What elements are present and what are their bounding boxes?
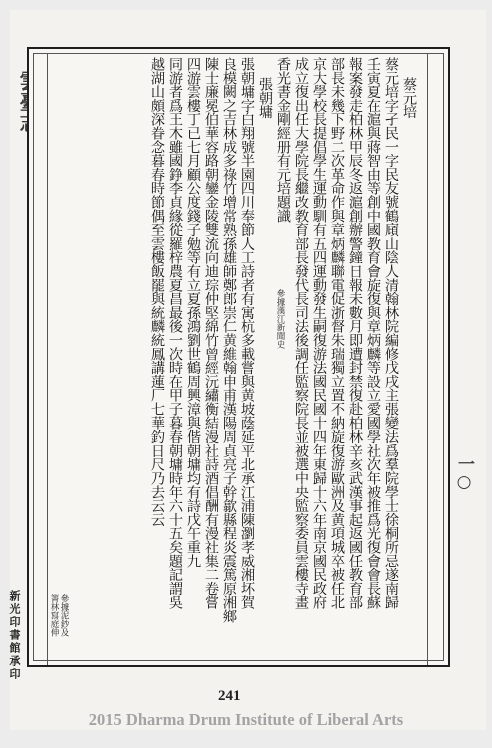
text-column: 報案發走柏林甲辰冬返滬創辦警鐘日報未數月即遭封禁復赴柏林辛亥武漢事起返國任教育部 [347,57,363,610]
text-column: 部長未幾下野二次革命作與章炳麟聯電促浙督朱瑞獨立置不納旋復游歐洲及黄項城卒被任北 [329,57,345,610]
text-column: 蔡元培 [401,77,417,119]
column-divider [427,53,428,665]
publisher-imprint: 新光印書館承印 [8,590,21,681]
text-column: 越湖山頗深眷念暮春時節偶至雲樓飯罷與統麟統鳳講蓮厂七華釣日尺乃去云云 [149,57,165,527]
side-fragment: 一○ [454,455,474,492]
source-note: 參據漢江新聞史 [275,289,285,349]
text-column: 同游者爲王木雖國錚李貞緣從羅梓農夏昌最後一次時在甲子暮春朝墉時年六十五矣題記謂吳 [167,57,183,610]
text-column: 良模闕之吉林成多祿竹增常熟孫雄師鄭郎崇仁黄維翰申甫漢陽周貞亮子幹歙縣程炎震篤原湘鄉 [221,57,237,623]
text-column: 壬寅夏在滬與蔣智由等創中國教育會旋復與章炳麟等設立愛國學社次年被推爲光復會會長蘇 [365,57,381,610]
watermark: 2015 Dharma Drum Institute of Liberal Arts [88,710,404,729]
text-column: 蔡元培字孑民一字民友號鶴廎山陰人清翰林院編修戊戌主張變法爲羣院學士徐桐所忌遂南歸 [383,57,399,610]
column-divider [47,53,48,665]
text-column: 香光書金剛經册有元培題識 [275,57,291,223]
text-column: 張朝墉字白翔號半園四川奉節人工詩者有寓杭多載嘗與黄坡蔭延平北承江浦陳瀏孝威湘坏賀 [239,57,255,610]
text-column: 成立復出任大學院長繼改教育部長發代長司法後調任監察院長並被選中央監察委員雲樓寺畫 [293,57,309,610]
text-column: 京大學校長提倡學生運動馴有五四運動發生嗣復游法國民國十四年東歸十六年南京國民政府 [311,57,327,610]
text-frame [27,47,450,667]
source-note: 參據泥鈔及 [59,594,69,637]
text-column: 四游雲樓丁已七月顧公度錢子勉等有立夏孫鴻劉世鶴周興漳與偕朝墉均有詩戊午重九 [185,57,201,568]
source-note: 箐林寫庭伸 [49,594,59,637]
page-number: 241 [218,688,241,704]
text-column: 陳士廉冕伯華容路朝鑾金陵雙流向迪琮仲堅綿竹曾經沅繡衡結漫社詩酒倡酬有漫社集二卷嘗 [203,57,219,610]
text-column: 張朝墉 [257,77,273,119]
